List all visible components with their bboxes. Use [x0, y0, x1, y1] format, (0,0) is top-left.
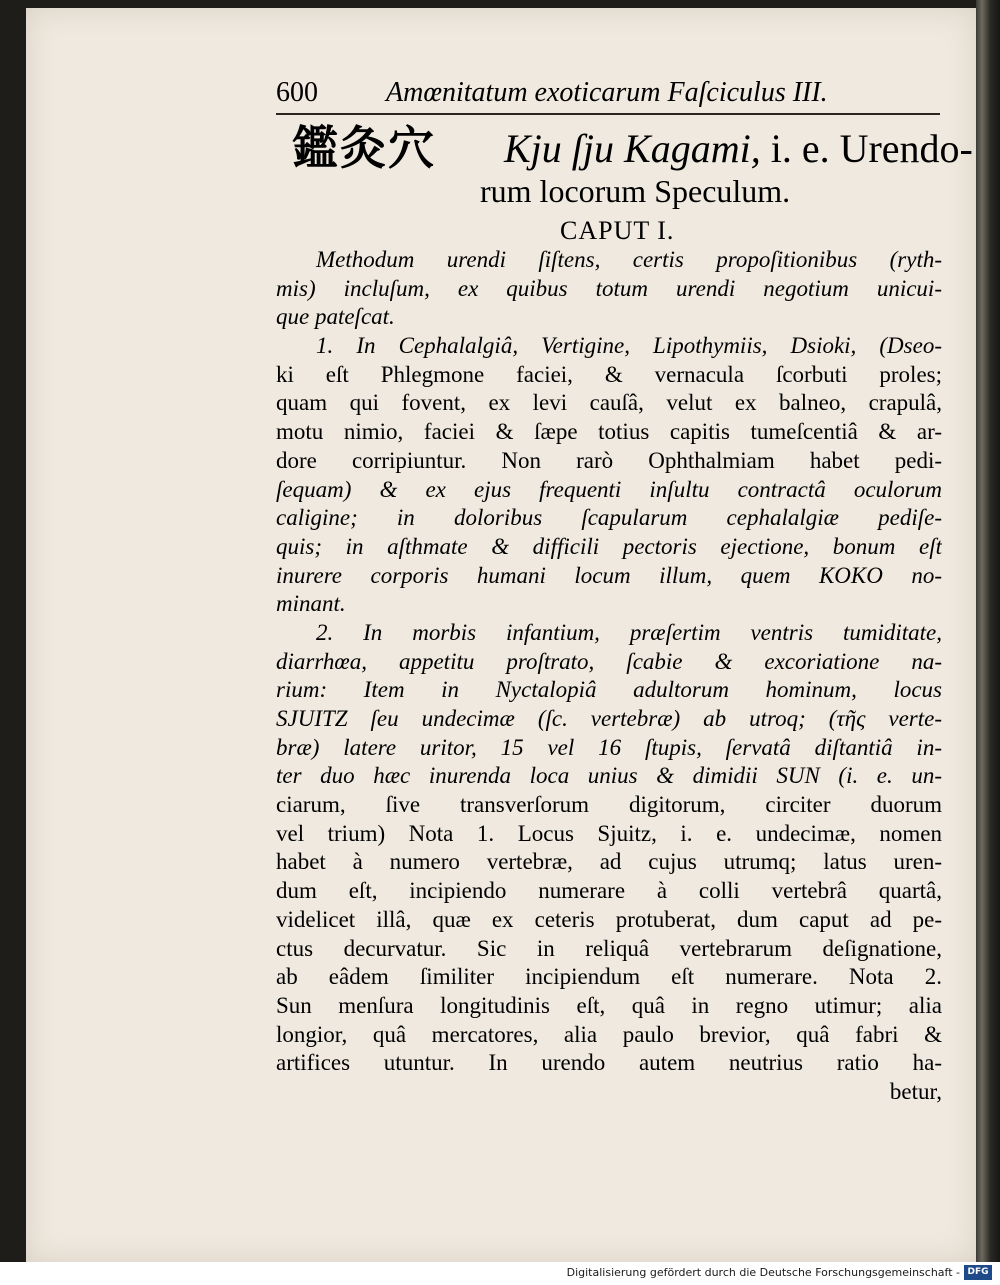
- header-rule: [276, 113, 940, 115]
- text-line: ctus decurvatur. Sic in reliquâ vertebrarum deſignatione,: [276, 935, 942, 961]
- text-line: motu nimio, faciei & ſæpe totius capitis tumeſcentiâ & ar-: [276, 419, 942, 445]
- text-line: 2. In morbis infantium, præſertim ventris tumiditate,: [316, 619, 942, 645]
- text-line: SJUITZ ſeu undecimæ (ſc. vertebræ) ab utroq; (τῆς verte-: [276, 706, 942, 731]
- running-title: Amœnitatum exoticarum Faſciculus III.: [386, 77, 828, 108]
- text-line: caligine; in doloribus ſcapularum cephalalgiæ pediſe-: [276, 505, 942, 531]
- book-edge-left: [0, 0, 26, 1262]
- text-line: dore corripiuntur. Non rarò Ophthalmiam habet pedi-: [276, 447, 942, 473]
- title-romanized: Kju ſju Kagami,: [504, 126, 761, 171]
- text-line: Sun menſura longitudinis eſt, quâ in regno utimur; alia: [276, 992, 942, 1018]
- text-line: inurere corporis humani locum illum, quem KOKO no-: [276, 562, 942, 588]
- page-number: 600: [276, 77, 318, 108]
- text-line: ciarum, ſive transverſorum digitorum, circiter duorum: [276, 792, 942, 818]
- text-line: ſequam) & ex ejus frequenti inſultu contractâ oculorum: [276, 476, 942, 502]
- text-line: minant.: [276, 591, 346, 617]
- book-edge-right: [976, 0, 1000, 1262]
- text-line: artifices utuntur. In urendo autem neutrius ratio ha-: [276, 1050, 942, 1076]
- book-edge-top: [0, 0, 1000, 8]
- title-latin-start: i. e. Urendo-: [760, 126, 973, 171]
- text-line: ter duo hæc inurenda loca unius & dimidii SUN (i. e. un-: [276, 763, 942, 789]
- text-line: que pateſcat.: [276, 304, 395, 330]
- page-header: [276, 76, 866, 110]
- digitization-credit: Digitalisierung gefördert durch die Deutsche Forschungsgemeinschaft -: [566, 1266, 960, 1279]
- catchword: betur,: [889, 1078, 942, 1104]
- text-line: quis; in aſthmate & difficili pectoris ejectione, bonum eſt: [276, 533, 942, 559]
- title-line-1: [504, 124, 973, 174]
- text-line: vel trium) Nota 1. Locus Sjuitz, i. e. undecimæ, nomen: [276, 820, 942, 846]
- dfg-logo[interactable]: DFG: [964, 1265, 992, 1280]
- text-line: quam qui fovent, ex levi cauſâ, velut ex balneo, crapulâ,: [276, 390, 942, 416]
- text-line: dum eſt, incipiendo numerare à colli vertebrâ quartâ,: [276, 878, 942, 904]
- chapter-heading: CAPUT I.: [560, 216, 675, 245]
- text-line: videlicet illâ, quæ ex ceteris protuberat, dum caput ad pe-: [276, 906, 942, 932]
- kanji-title: 鑑灸穴: [292, 121, 436, 175]
- text-line: diarrhœa, appetitu proſtrato, ſcabie & excoriatione na-: [276, 648, 942, 674]
- text-line: mis) incluſum, ex quibus totum urendi negotium unicui-: [276, 275, 942, 301]
- text-line: longior, quâ mercatores, alia paulo brevior, quâ fabri &: [276, 1021, 942, 1047]
- text-line: Methodum urendi ſiſtens, certis propoſitionibus (ryth-: [316, 247, 942, 272]
- text-line: 1. In Cephalalgiâ, Vertigine, Lipothymiis, Dsioki, (Dseo-: [316, 333, 942, 359]
- body-text: [276, 246, 942, 1107]
- text-line: habet à numero vertebræ, ad cujus utrumq; latus uren-: [276, 849, 942, 875]
- title-line-2: rum locorum Speculum.: [480, 173, 791, 209]
- text-line: ab eâdem ſimiliter incipiendum eſt numerare. Nota 2.: [276, 964, 942, 990]
- text-line: bræ) latere uritor, 15 vel 16 ſtupis, ſervatâ diſtantiâ in-: [276, 734, 942, 760]
- text-line: ki eſt Phlegmone faciei, & vernacula ſcorbuti proles;: [276, 361, 942, 387]
- text-line: rium: Item in Nyctalopiâ adultorum hominum, locus: [276, 677, 942, 703]
